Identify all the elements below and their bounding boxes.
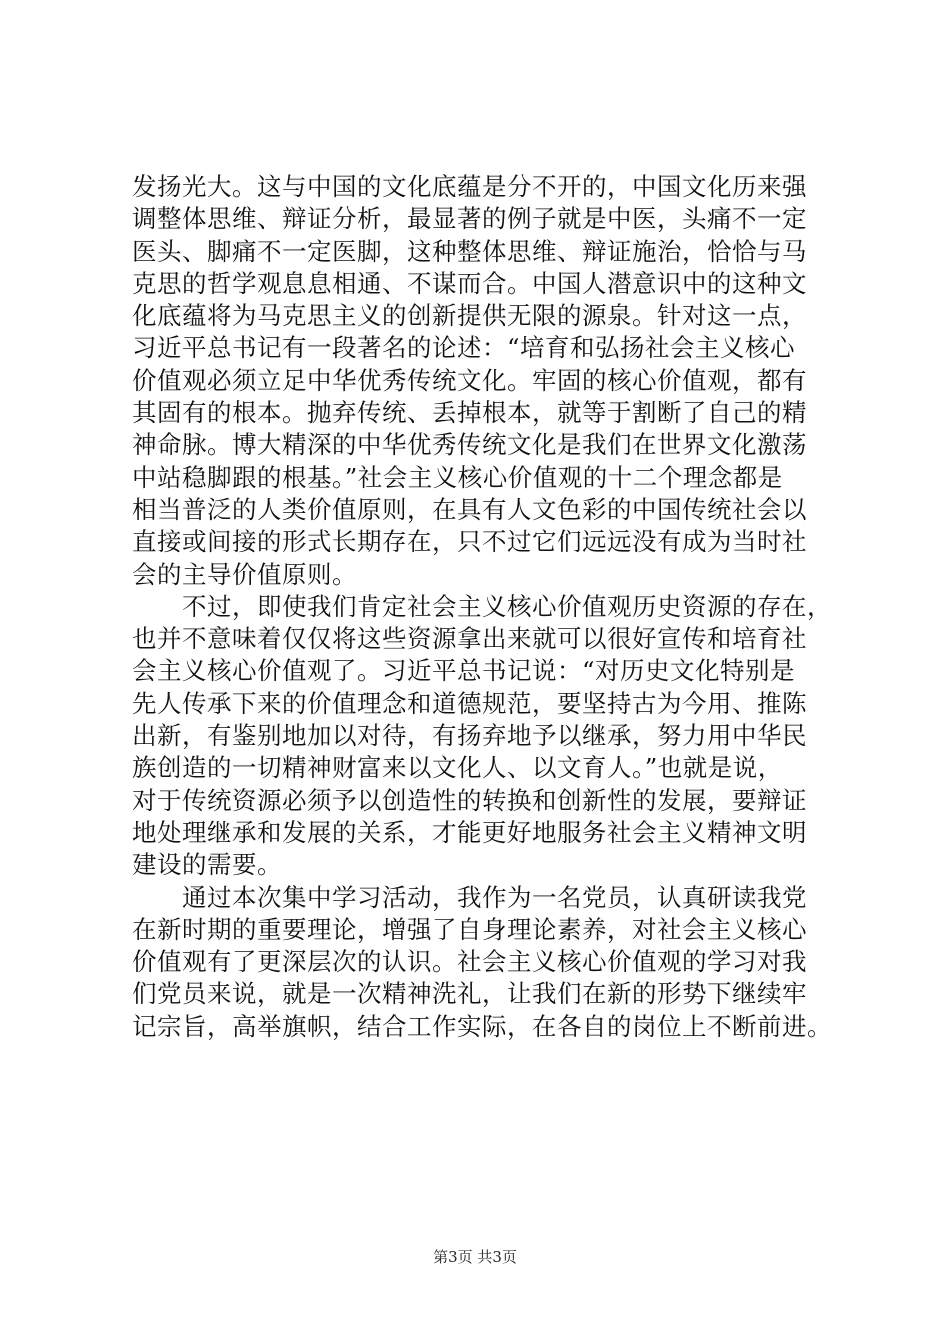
text-line: 中站稳脚跟的根基。”社会主义核心价值观的十二个理念都是: [132, 462, 783, 492]
text-line: 族创造的一切精神财富来以文化人、以文育人。”也就是说，: [132, 753, 783, 783]
text-line: 医头、脚痛不一定医脚，这种整体思维、辩证施治，恰恰与马: [132, 236, 807, 266]
text-line: 化底蕴将为马克思主义的创新提供无限的源泉。针对这一点，: [132, 301, 807, 331]
text-line: 发扬光大。这与中国的文化底蕴是分不开的，中国文化历来强: [132, 172, 807, 201]
text-line: 们党员来说，就是一次精神洗礼，让我们在新的形势下继续牢: [132, 979, 807, 1009]
text-line: 地处理继承和发展的关系，才能更好地服务社会主义精神文明: [132, 817, 807, 847]
text-line: 在新时期的重要理论，增强了自身理论素养，对社会主义核心: [132, 914, 807, 944]
text-line: 相当普泛的人类价值原则，在具有人文色彩的中国传统社会以: [132, 494, 807, 524]
text-line: 其固有的根本。抛弃传统、丢掉根本，就等于割断了自己的精: [132, 398, 807, 428]
text-line: 先人传承下来的价值理念和道德规范，要坚持古为今用、推陈: [132, 688, 807, 718]
text-line: 调整体思维、辩证分析，最显著的例子就是中医，头痛不一定: [132, 204, 807, 234]
text-line: 通过本次集中学习活动，我作为一名党员，认真研读我党: [132, 882, 807, 912]
text-line: 也并不意味着仅仅将这些资源拿出来就可以很好宣传和培育社: [132, 624, 807, 654]
text-line: 会主义核心价值观了。习近平总书记说：“对历史文化特别是: [132, 656, 796, 686]
text-line: 会的主导价值原则。: [132, 559, 357, 589]
text-line: 直接或间接的形式长期存在，只不过它们远远没有成为当时社: [132, 527, 807, 557]
text-line: 出新，有鉴别地加以对待，有扬弃地予以继承，努力用中华民: [132, 721, 807, 751]
text-line: 克思的哲学观息息相通、不谋而合。中国人潜意识中的这种文: [132, 268, 807, 298]
text-line: 习近平总书记有一段著名的论述：“培育和弘扬社会主义核心: [132, 333, 796, 363]
text-line: 价值观有了更深层次的认识。社会主义核心价值观的学习对我: [132, 947, 807, 977]
text-line: 建设的需要。: [132, 850, 282, 880]
text-line: 价值观必须立足中华优秀传统文化。牢固的核心价值观，都有: [132, 365, 807, 395]
text-line: 对于传统资源必须予以创造性的转换和创新性的发展，要辩证: [132, 785, 807, 815]
text-line: 神命脉。博大精深的中华优秀传统文化是我们在世界文化激荡: [132, 430, 807, 460]
page-footer: 第3页 共3页: [433, 1248, 517, 1266]
text-line: 记宗旨，高举旗帜，结合工作实际，在各自的岗位上不断前进。: [132, 1011, 832, 1041]
body-text: [132, 171, 832, 1043]
text-line: 不过，即使我们肯定社会主义核心价值观历史资源的存在，: [132, 591, 832, 621]
